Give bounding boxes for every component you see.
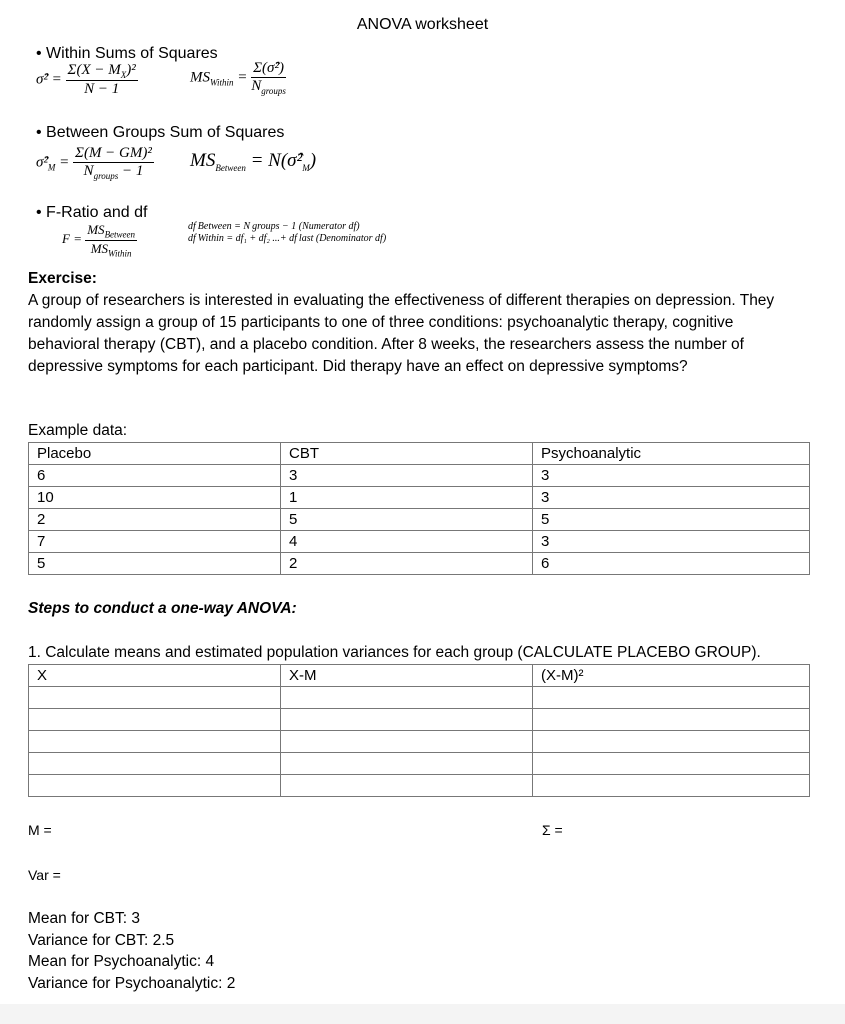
table-row[interactable] xyxy=(29,753,810,775)
table-cell: 5 xyxy=(29,553,281,575)
example-data-table xyxy=(28,442,810,575)
table-cell: 1 xyxy=(281,487,533,509)
within-variance-formula: σ̂² = $\frac{\Sigma(X - M_X)^2}{N - 1}$ xyxy=(36,62,136,97)
table-row xyxy=(29,509,810,531)
table-row xyxy=(29,487,810,509)
table-cell[interactable] xyxy=(29,709,281,731)
table-cell[interactable] xyxy=(533,687,810,709)
result-line: Mean for Psychoanalytic: 4 xyxy=(28,953,215,970)
table-row[interactable] xyxy=(29,731,810,753)
table-cell[interactable] xyxy=(29,731,281,753)
table-cell[interactable] xyxy=(533,709,810,731)
table-cell[interactable] xyxy=(533,775,810,797)
variance-label: Var = xyxy=(28,867,61,883)
exercise-section xyxy=(28,268,808,378)
df-formulas xyxy=(188,221,386,245)
table-cell: 3 xyxy=(281,465,533,487)
column-header: Psychoanalytic xyxy=(533,443,810,465)
column-header: X-M xyxy=(281,665,533,687)
placebo-calc-table xyxy=(28,664,810,797)
table-cell[interactable] xyxy=(533,731,810,753)
column-header: Placebo xyxy=(29,443,281,465)
table-cell: 4 xyxy=(281,531,533,553)
table-row[interactable] xyxy=(29,775,810,797)
table-cell: 3 xyxy=(533,487,810,509)
page-bottom-edge xyxy=(0,1004,845,1024)
table-cell: 10 xyxy=(29,487,281,509)
column-header: (X-M)² xyxy=(533,665,810,687)
results-block xyxy=(28,908,235,994)
result-line: Variance for Psychoanalytic: 2 xyxy=(28,974,236,992)
table-cell[interactable] xyxy=(533,753,810,775)
exercise-text: A group of researchers is interested in evaluating the effectiveness of different therapies on depression. They randomly assign a group of 15 participants to one of three conditions: psychoanalytic therapy, cognitive behavioral therapy (CBT), and a placebo condition. After 8 weeks, the researchers assess the number of depressive symptoms for each participant. Did therapy have an effect on depressive symptoms? xyxy=(28,292,775,375)
table-header-row xyxy=(29,443,810,465)
table-cell: 7 xyxy=(29,531,281,553)
table-cell[interactable] xyxy=(281,709,533,731)
result-line: Variance for CBT: 2.5 xyxy=(28,931,175,949)
within-heading: • Within Sums of Squares xyxy=(36,45,218,62)
mean-label: M = xyxy=(28,822,52,838)
exercise-label: Exercise: xyxy=(28,270,97,287)
column-header: CBT xyxy=(281,443,533,465)
steps-heading: Steps to conduct a one-way ANOVA: xyxy=(28,600,297,617)
page-title: ANOVA worksheet xyxy=(356,16,489,33)
table-cell[interactable] xyxy=(281,687,533,709)
table-row[interactable] xyxy=(29,709,810,731)
df-within-formula: df Within = df₁ + df₂ ...+ df last (Denominator df) xyxy=(188,233,387,244)
table-cell[interactable] xyxy=(281,753,533,775)
result-line: Mean for CBT: 3 xyxy=(28,910,140,927)
table-cell[interactable] xyxy=(281,731,533,753)
table-cell: 5 xyxy=(533,509,810,531)
table-cell: 2 xyxy=(281,553,533,575)
table-cell[interactable] xyxy=(29,753,281,775)
f-ratio-formula: F = $\frac{MS_{Between}}{MS_{Within}}$ xyxy=(62,222,136,259)
table-cell: 3 xyxy=(533,465,810,487)
table-header-row xyxy=(29,665,810,687)
table-cell: 2 xyxy=(29,509,281,531)
table-cell: 6 xyxy=(533,553,810,575)
table-cell: 5 xyxy=(281,509,533,531)
between-variance-formula: $\sigmâ^2_M$ = $\frac{\text{Σ(M − GM)²}}{N_{groups} - 1}$ xyxy=(36,145,152,181)
table-cell: 3 xyxy=(533,531,810,553)
between-heading: • Between Groups Sum of Squares xyxy=(36,124,285,141)
table-cell[interactable] xyxy=(29,687,281,709)
column-header: X xyxy=(29,665,281,687)
table-cell: 6 xyxy=(29,465,281,487)
table-row[interactable] xyxy=(29,687,810,709)
sum-label: Σ = xyxy=(542,822,563,838)
fratio-heading: • F-Ratio and df xyxy=(36,204,148,221)
table-cell[interactable] xyxy=(29,775,281,797)
table-row xyxy=(29,531,810,553)
ms-between-formula: $MS_{Between}$ = $N(\sigmâ^2_M)$ xyxy=(190,150,317,173)
example-data-label: Example data: xyxy=(28,422,128,439)
table-row xyxy=(29,465,810,487)
ms-within-formula: $MS_{Within}$ = $\frac{\text{Σ(σ̂²)}}{N_{groups}}$ xyxy=(190,60,286,96)
table-row xyxy=(29,553,810,575)
df-between-formula: df Between = N groups − 1 (Numerator df) xyxy=(188,221,360,232)
step-1-text: 1. Calculate means and estimated population variances for each group (CALCULATE PLACEBO GROUP). xyxy=(28,644,761,661)
table-cell[interactable] xyxy=(281,775,533,797)
